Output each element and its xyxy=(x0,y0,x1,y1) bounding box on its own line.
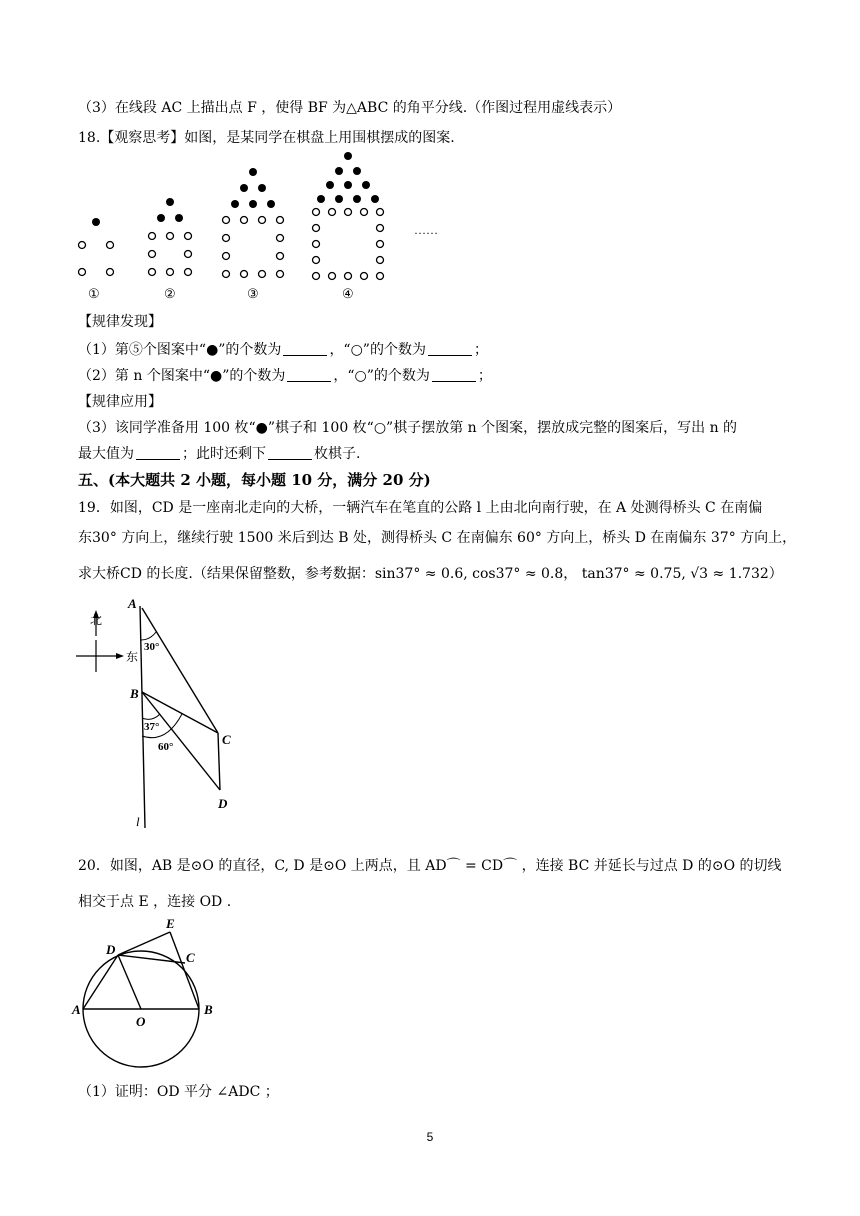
black-stone xyxy=(92,218,100,226)
svg-text:E: E xyxy=(166,916,175,931)
q19-line3: 求大桥CD 的长度.（结果保留整数，参考数据：sin37° ≈ 0.6, cos37° ≈ 0.8， tan37° ≈ 0.75, √3 ≈ 1.732） xyxy=(78,566,783,582)
go-stone-pattern-figure xyxy=(70,148,450,303)
q20-line2: 相交于点 E ，连接 OD . xyxy=(78,894,232,910)
svg-text:37°: 37° xyxy=(144,721,160,733)
black-stone xyxy=(344,152,352,160)
black-stone xyxy=(317,195,325,203)
ellipsis: …… xyxy=(414,223,438,237)
q19-line1: 19．如图，CD 是一座南北走向的大桥，一辆汽车在笔直的公路 l 上由北向南行驶，在 A 处测得桥头 C 在南偏 xyxy=(78,500,763,516)
answer-blank[interactable] xyxy=(283,341,327,356)
svg-text:B: B xyxy=(130,686,139,701)
q18-part2: （2）第 n 个图案中“●”的个数为 ，“○”的个数为 ； xyxy=(78,368,492,384)
black-stone xyxy=(231,200,239,208)
answer-blank[interactable] xyxy=(428,341,472,356)
bridge-figure xyxy=(70,596,270,836)
answer-blank[interactable] xyxy=(287,367,331,382)
black-stone xyxy=(267,200,275,208)
north-label: 北 xyxy=(90,613,103,627)
svg-text:D: D xyxy=(218,796,228,811)
black-stone xyxy=(362,181,370,189)
q18-stem: 18.【观察思考】如图，是某同学在棋盘上用围棋摆成的图案. xyxy=(78,130,455,146)
rule-find-heading: 【规律发现】 xyxy=(78,314,162,330)
svg-text:D: D xyxy=(106,942,116,957)
black-stone xyxy=(335,167,343,175)
q20-part1: （1）证明：OD 平分 ∠ADC ； xyxy=(78,1084,279,1100)
svg-text:C: C xyxy=(186,950,195,965)
pattern-label-2: ② xyxy=(164,286,176,301)
section-five-heading: 五、(本大题共 2 小题，每小题 10 分，满分 20 分) xyxy=(78,471,431,489)
q17-part3: （3）在线段 AC 上描出点 F ，使得 BF 为△ABC 的角平分线.（作图过程用虚线表示） xyxy=(78,100,622,116)
black-stone xyxy=(249,168,257,176)
svg-text:60°: 60° xyxy=(158,741,174,753)
answer-blank[interactable] xyxy=(136,445,180,460)
black-stone xyxy=(344,181,352,189)
black-stone xyxy=(335,195,343,203)
svg-text:C: C xyxy=(222,732,231,747)
black-stone xyxy=(166,198,174,206)
pattern-label-1: ① xyxy=(88,286,100,301)
circle-figure xyxy=(70,914,230,1074)
pattern-label-4: ④ xyxy=(342,286,354,301)
black-stone xyxy=(175,214,183,222)
east-label: 东 xyxy=(126,650,139,664)
svg-text:A: A xyxy=(72,1002,81,1017)
q18-part3-line1: （3）该同学准备用 100 枚“●”棋子和 100 枚“○”棋子摆放第 n 个图案，摆放成完整的图案后，写出 n 的 xyxy=(78,420,738,436)
black-stone xyxy=(258,184,266,192)
black-stone xyxy=(371,195,379,203)
q18-part1: （1）第⑤个图案中“●”的个数为 ，“○”的个数为 ； xyxy=(78,342,488,358)
black-stone xyxy=(157,214,165,222)
q18-part3-line2: 最大值为 ；此时还剩下 枚棋子. xyxy=(78,446,361,462)
svg-text:30°: 30° xyxy=(144,641,160,653)
black-stone xyxy=(240,184,248,192)
answer-blank[interactable] xyxy=(268,445,312,460)
pattern-label-3: ③ xyxy=(247,286,259,301)
svg-text:B: B xyxy=(204,1002,213,1017)
bridge-cd xyxy=(218,733,220,790)
q19-line2: 东30° 方向上，继续行驶 1500 米后到达 B 处，测得桥头 C 在南偏东 60° 方向上，桥头 D 在南偏东 37° 方向上， xyxy=(78,530,797,546)
rule-apply-heading: 【规律应用】 xyxy=(78,394,162,410)
black-stone xyxy=(353,167,361,175)
svg-text:A: A xyxy=(128,596,137,611)
answer-blank[interactable] xyxy=(432,367,476,382)
black-stone xyxy=(353,195,361,203)
page-number: 5 xyxy=(426,1130,434,1144)
black-stone xyxy=(249,200,257,208)
svg-text:O: O xyxy=(136,1014,146,1029)
svg-text:l: l xyxy=(136,814,140,829)
black-stone xyxy=(326,181,334,189)
q20-line1: 20．如图，AB 是⊙O 的直径，C, D 是⊙O 上两点，且 AD⌒ = CD⌒ ，连接 BC 并延长与过点 D 的⊙O 的切线 xyxy=(78,858,782,874)
